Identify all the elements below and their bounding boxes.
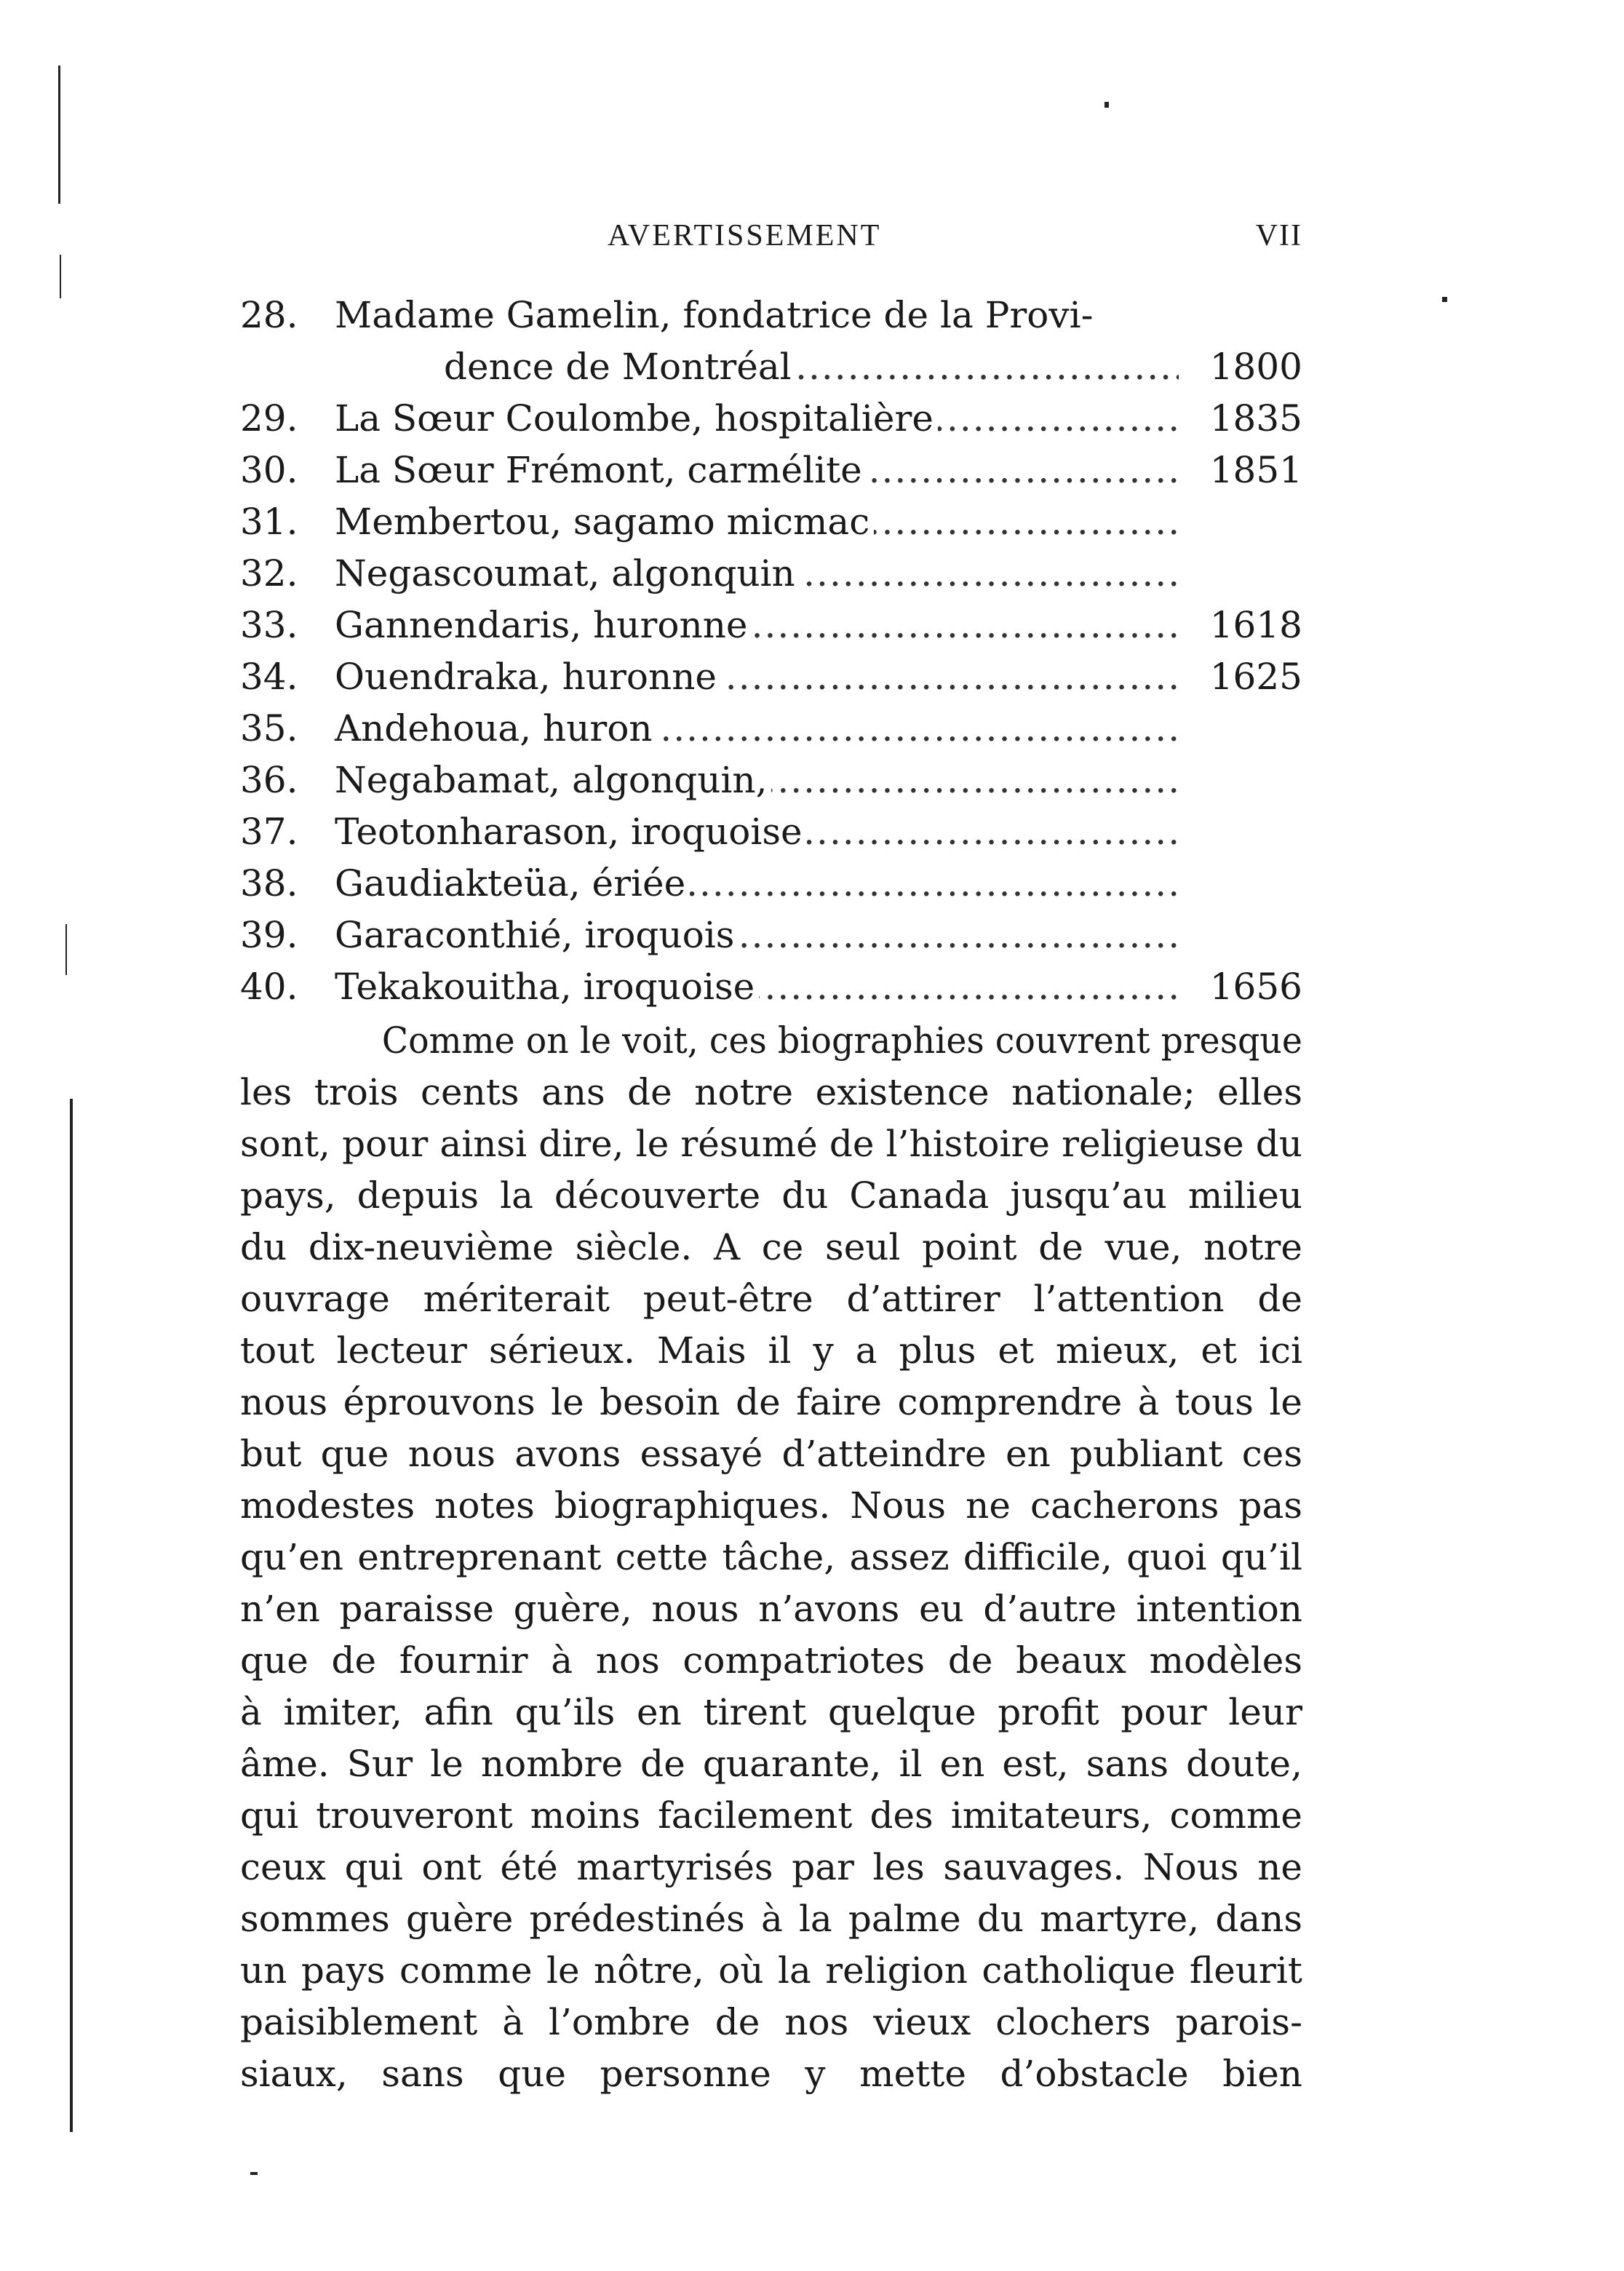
paragraph-line: les trois cents ans de notre existence nationale; elles <box>240 1071 1302 1113</box>
entry-year: 1800 <box>1209 346 1302 388</box>
entry-body <box>335 961 1302 1013</box>
entry-body <box>335 755 1302 806</box>
entry-number: 28. <box>240 294 298 336</box>
list-item <box>240 858 1302 910</box>
paragraph-line: qu’en entreprenant cette tâche, assez difficile, quoi qu’il <box>240 1536 1302 1578</box>
entry-body <box>335 806 1302 858</box>
scan-margin-mark <box>65 924 67 975</box>
entry-year: 1625 <box>1209 656 1302 698</box>
list-item <box>240 703 1302 755</box>
paragraph-line: but que nous avons essayé d’atteindre en publiant ces <box>240 1433 1302 1475</box>
running-header <box>240 218 1302 277</box>
entry-title: Andehoua, huron <box>335 703 657 755</box>
paragraph-line: n’en paraisse guère, nous n’avons eu d’autre intention <box>240 1588 1302 1630</box>
paragraph-line: âme. Sur le nombre de quarante, il en est, sans doute, <box>240 1743 1302 1785</box>
entry-body <box>335 393 1302 445</box>
entry-body <box>444 341 1302 393</box>
entry-body <box>335 445 1302 496</box>
scan-dot <box>1104 102 1109 108</box>
entry-number: 33. <box>240 604 298 646</box>
entry-title: Negascoumat, algonquin <box>335 548 800 600</box>
scan-margin-mark <box>60 255 61 298</box>
list-item <box>240 496 1302 548</box>
entry-title: Negabamat, algonquin, <box>335 755 771 806</box>
paragraph-line: siaux, sans que personne y mette d’obstacle bien <box>240 2053 1302 2095</box>
entry-year: 1851 <box>1209 449 1302 491</box>
entry-title: dence de Montréal <box>444 341 796 393</box>
entry-body <box>335 290 1302 341</box>
list-item <box>240 910 1302 961</box>
entry-body <box>335 600 1302 651</box>
paragraph-line: ouvrage mériterait peut-être d’attirer l’attention de <box>240 1278 1302 1320</box>
list-item <box>240 961 1302 1013</box>
paragraph-line: que de fournir à nos compatriotes de beaux modèles <box>240 1639 1302 1682</box>
paragraph-line: pays, depuis la découverte du Canada jusqu’au milieu <box>240 1174 1302 1217</box>
list-item <box>240 393 1302 445</box>
entry-body <box>335 910 1302 961</box>
entry-number: 31. <box>240 501 298 543</box>
entry-body <box>335 496 1302 548</box>
body-paragraph <box>240 1015 1302 2100</box>
entry-title: Teotonharason, iroquoise <box>335 806 807 858</box>
entry-title: Membertou, sagamo micmac <box>335 496 874 548</box>
entry-number: 35. <box>240 707 298 749</box>
entry-number: 40. <box>240 966 298 1008</box>
list-item <box>240 600 1302 651</box>
entry-number: 29. <box>240 397 298 440</box>
entry-title: Gannendaris, huronne <box>335 600 752 651</box>
paragraph-line: à imiter, afin qu’ils en tirent quelque profit pour leur <box>240 1691 1302 1733</box>
entry-number: 30. <box>240 449 298 491</box>
paragraph-line: paisiblement à l’ombre de nos vieux clochers parois- <box>240 2001 1302 2043</box>
biography-list <box>240 290 1302 1013</box>
entry-title: Ouendraka, huronne <box>335 651 721 703</box>
entry-number: 37. <box>240 811 298 853</box>
entry-title: Garaconthié, iroquois <box>335 910 739 961</box>
list-item <box>240 806 1302 858</box>
paragraph-line: tout lecteur sérieux. Mais il y a plus et mieux, et ici <box>240 1329 1302 1372</box>
scan-dot <box>1442 297 1447 302</box>
list-item <box>240 445 1302 496</box>
paragraph-line: un pays comme le nôtre, où la religion catholique fleurit <box>240 1949 1302 1992</box>
entry-title: La Sœur Frémont, carmélite <box>335 445 867 496</box>
entry-year: 1656 <box>1209 966 1302 1008</box>
paragraph-line: Comme on le voit, ces biographies couvrent presque <box>381 1019 1302 1062</box>
paragraph-line: ceux qui ont été martyrisés par les sauvages. Nous ne <box>240 1846 1302 1888</box>
page-number: VII <box>1255 219 1302 252</box>
list-item <box>240 755 1302 806</box>
entry-number: 36. <box>240 759 298 801</box>
entry-year: 1618 <box>1209 604 1302 646</box>
scan-margin-mark <box>58 65 60 204</box>
paragraph-line: du dix-neuvième siècle. A ce seul point de vue, notre <box>240 1226 1302 1268</box>
entry-year: 1835 <box>1209 397 1302 440</box>
list-item <box>240 651 1302 703</box>
entry-body <box>335 858 1302 910</box>
paragraph-line: sommes guère prédestinés à la palme du martyre, dans <box>240 1898 1302 1940</box>
entry-body <box>335 548 1302 600</box>
list-item <box>240 341 1302 393</box>
list-item <box>240 290 1302 341</box>
entry-title: Gaudiakteüa, ériée <box>335 858 690 910</box>
paragraph-line: nous éprouvons le besoin de faire comprendre à tous le <box>240 1381 1302 1423</box>
entry-number: 38. <box>240 862 298 904</box>
running-title: AVERTISSEMENT <box>608 219 882 252</box>
entry-title: La Sœur Coulombe, hospitalière <box>335 393 938 445</box>
entry-number: 32. <box>240 552 298 594</box>
entry-number: 39. <box>240 914 298 956</box>
list-item <box>240 548 1302 600</box>
paragraph-line: qui trouveront moins facilement des imitateurs, comme <box>240 1794 1302 1837</box>
entry-body <box>335 651 1302 703</box>
entry-body <box>335 703 1302 755</box>
entry-title: Tekakouitha, iroquoise <box>335 961 759 1013</box>
entry-title: Madame Gamelin, fondatrice de la Provi- <box>335 294 1094 336</box>
paragraph-line: modestes notes biographiques. Nous ne cacherons pas <box>240 1484 1302 1527</box>
scan-dot <box>250 2172 258 2175</box>
paragraph-line: sont, pour ainsi dire, le résumé de l’histoire religieuse du <box>240 1123 1302 1165</box>
entry-number: 34. <box>240 656 298 698</box>
scan-margin-mark <box>70 1099 73 2132</box>
